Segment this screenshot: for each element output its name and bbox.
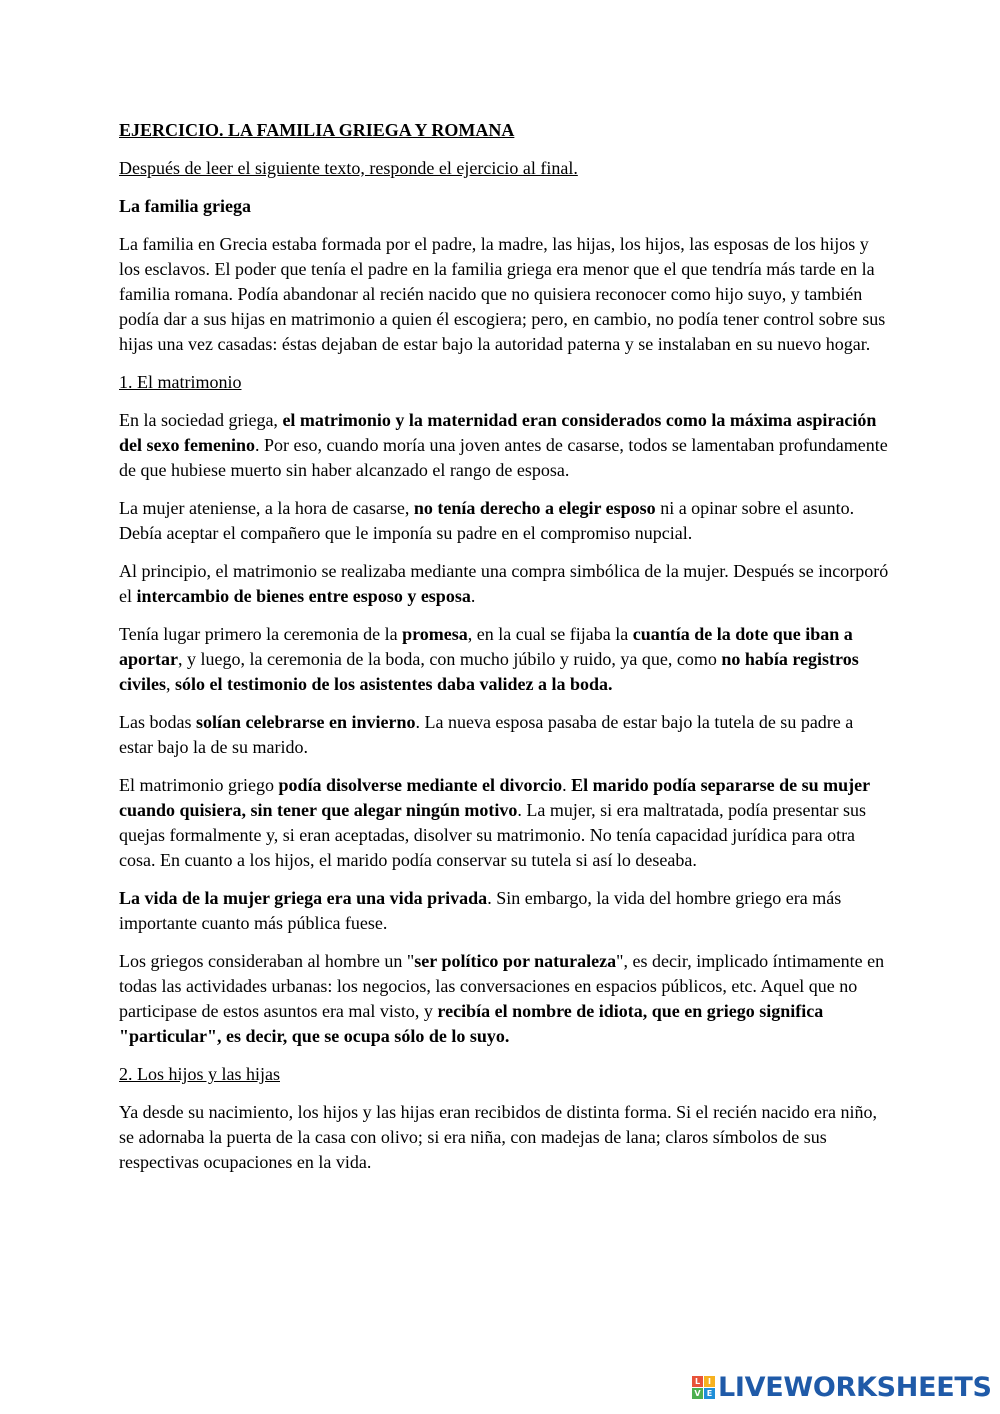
logo-letter-i: I: [704, 1376, 715, 1387]
paragraph-4: Tenía lugar primero la ceremonia de la promesa, en la cual se fijaba la cuantía de la dote que iban a aportar, y luego, la ceremonia de la boda, con mucho júbilo y ruido, ya que, como no había registros civiles, sólo el testimonio de los asistentes daba validez a la boda.: [119, 624, 859, 694]
paragraph-9: Ya desde su nacimiento, los hijos y las hijas eran recibidos de distinta forma. Si el recién nacido era niño, se adornaba la puerta de la casa con olivo; si era niña, con madejas de lana; claros símbolos de sus respectivas ocupaciones en la vida.: [119, 1102, 877, 1172]
subsection-title-matrimonio: 1. El matrimonio: [119, 372, 242, 392]
liveworksheets-logo: [692, 1372, 992, 1403]
paragraph-2: La mujer ateniense, a la hora de casarse, no tenía derecho a elegir esposo ni a opinar sobre el asunto. Debía aceptar el compañero que le imponía su padre en el compromiso nupcial.: [119, 498, 855, 543]
section-heading: La familia griega: [119, 196, 251, 216]
logo-letter-e: E: [704, 1388, 715, 1399]
logo-letter-l: L: [692, 1376, 703, 1387]
paragraph-7: La vida de la mujer griega era una vida privada. Sin embargo, la vida del hombre griego era más importante cuanto más pública fuese.: [119, 888, 842, 933]
subsection-title-hijos: 2. Los hijos y las hijas: [119, 1064, 280, 1084]
worksheet-page: [119, 118, 889, 1188]
paragraph-6: El matrimonio griego podía disolverse mediante el divorcio. El marido podía separarse de su mujer cuando quisiera, sin tener que alegar ningún motivo. La mujer, si era maltratada, podía presentar sus quejas formalmente y, si eran aceptadas, disolver su matrimonio. No tenía capacidad jurídica para otra cosa. En cuanto a los hijos, el marido podía conservar su tutela si así lo deseaba.: [119, 775, 870, 870]
paragraph-3: Al principio, el matrimonio se realizaba mediante una compra simbólica de la mujer. Después se incorporó el intercambio de bienes entre esposo y esposa.: [119, 561, 889, 606]
paragraph-1: En la sociedad griega, el matrimonio y la maternidad eran considerados como la máxima aspiración del sexo femenino. Por eso, cuando moría una joven antes de casarse, todos se lamentaban profundamente de que hubiese muerto sin haber alcanzado el rango de esposa.: [119, 410, 888, 480]
paragraph-5: Las bodas solían celebrarse en invierno. La nueva esposa pasaba de estar bajo la tutela de su padre a estar bajo la de su marido.: [119, 712, 854, 757]
paragraph-8: Los griegos consideraban al hombre un "ser político por naturaleza", es decir, implicado íntimamente en todas las actividades urbanas: los negocios, las conversaciones en espacios públicos, etc. Aquel que no participase de estos asuntos era mal visto, y recibía el nombre de idiota, que en griego significa "particular", es decir, que se ocupa sólo de lo suyo.: [119, 951, 885, 1046]
logo-icon: [692, 1376, 715, 1399]
logo-text: LIVEWORKSHEETS: [718, 1372, 992, 1403]
document-title: EJERCICIO. LA FAMILIA GRIEGA Y ROMANA: [119, 120, 515, 140]
instructions: Después de leer el siguiente texto, responde el ejercicio al final.: [119, 158, 578, 178]
logo-letter-v: V: [692, 1388, 703, 1399]
intro-paragraph: La familia en Grecia estaba formada por el padre, la madre, las hijas, los hijos, las esposas de los hijos y los esclavos. El poder que tenía el padre en la familia griega era menor que el que tendría más tarde en la familia romana. Podía abandonar al recién nacido que no quisiera reconocer como hijo suyo, y también podía dar a sus hijas en matrimonio a quien él escogiera; pero, en cambio, no podía tener control sobre sus hijas una vez casadas: éstas dejaban de estar bajo la autoridad paterna y se instalaban en su nuevo hogar.: [119, 234, 886, 354]
